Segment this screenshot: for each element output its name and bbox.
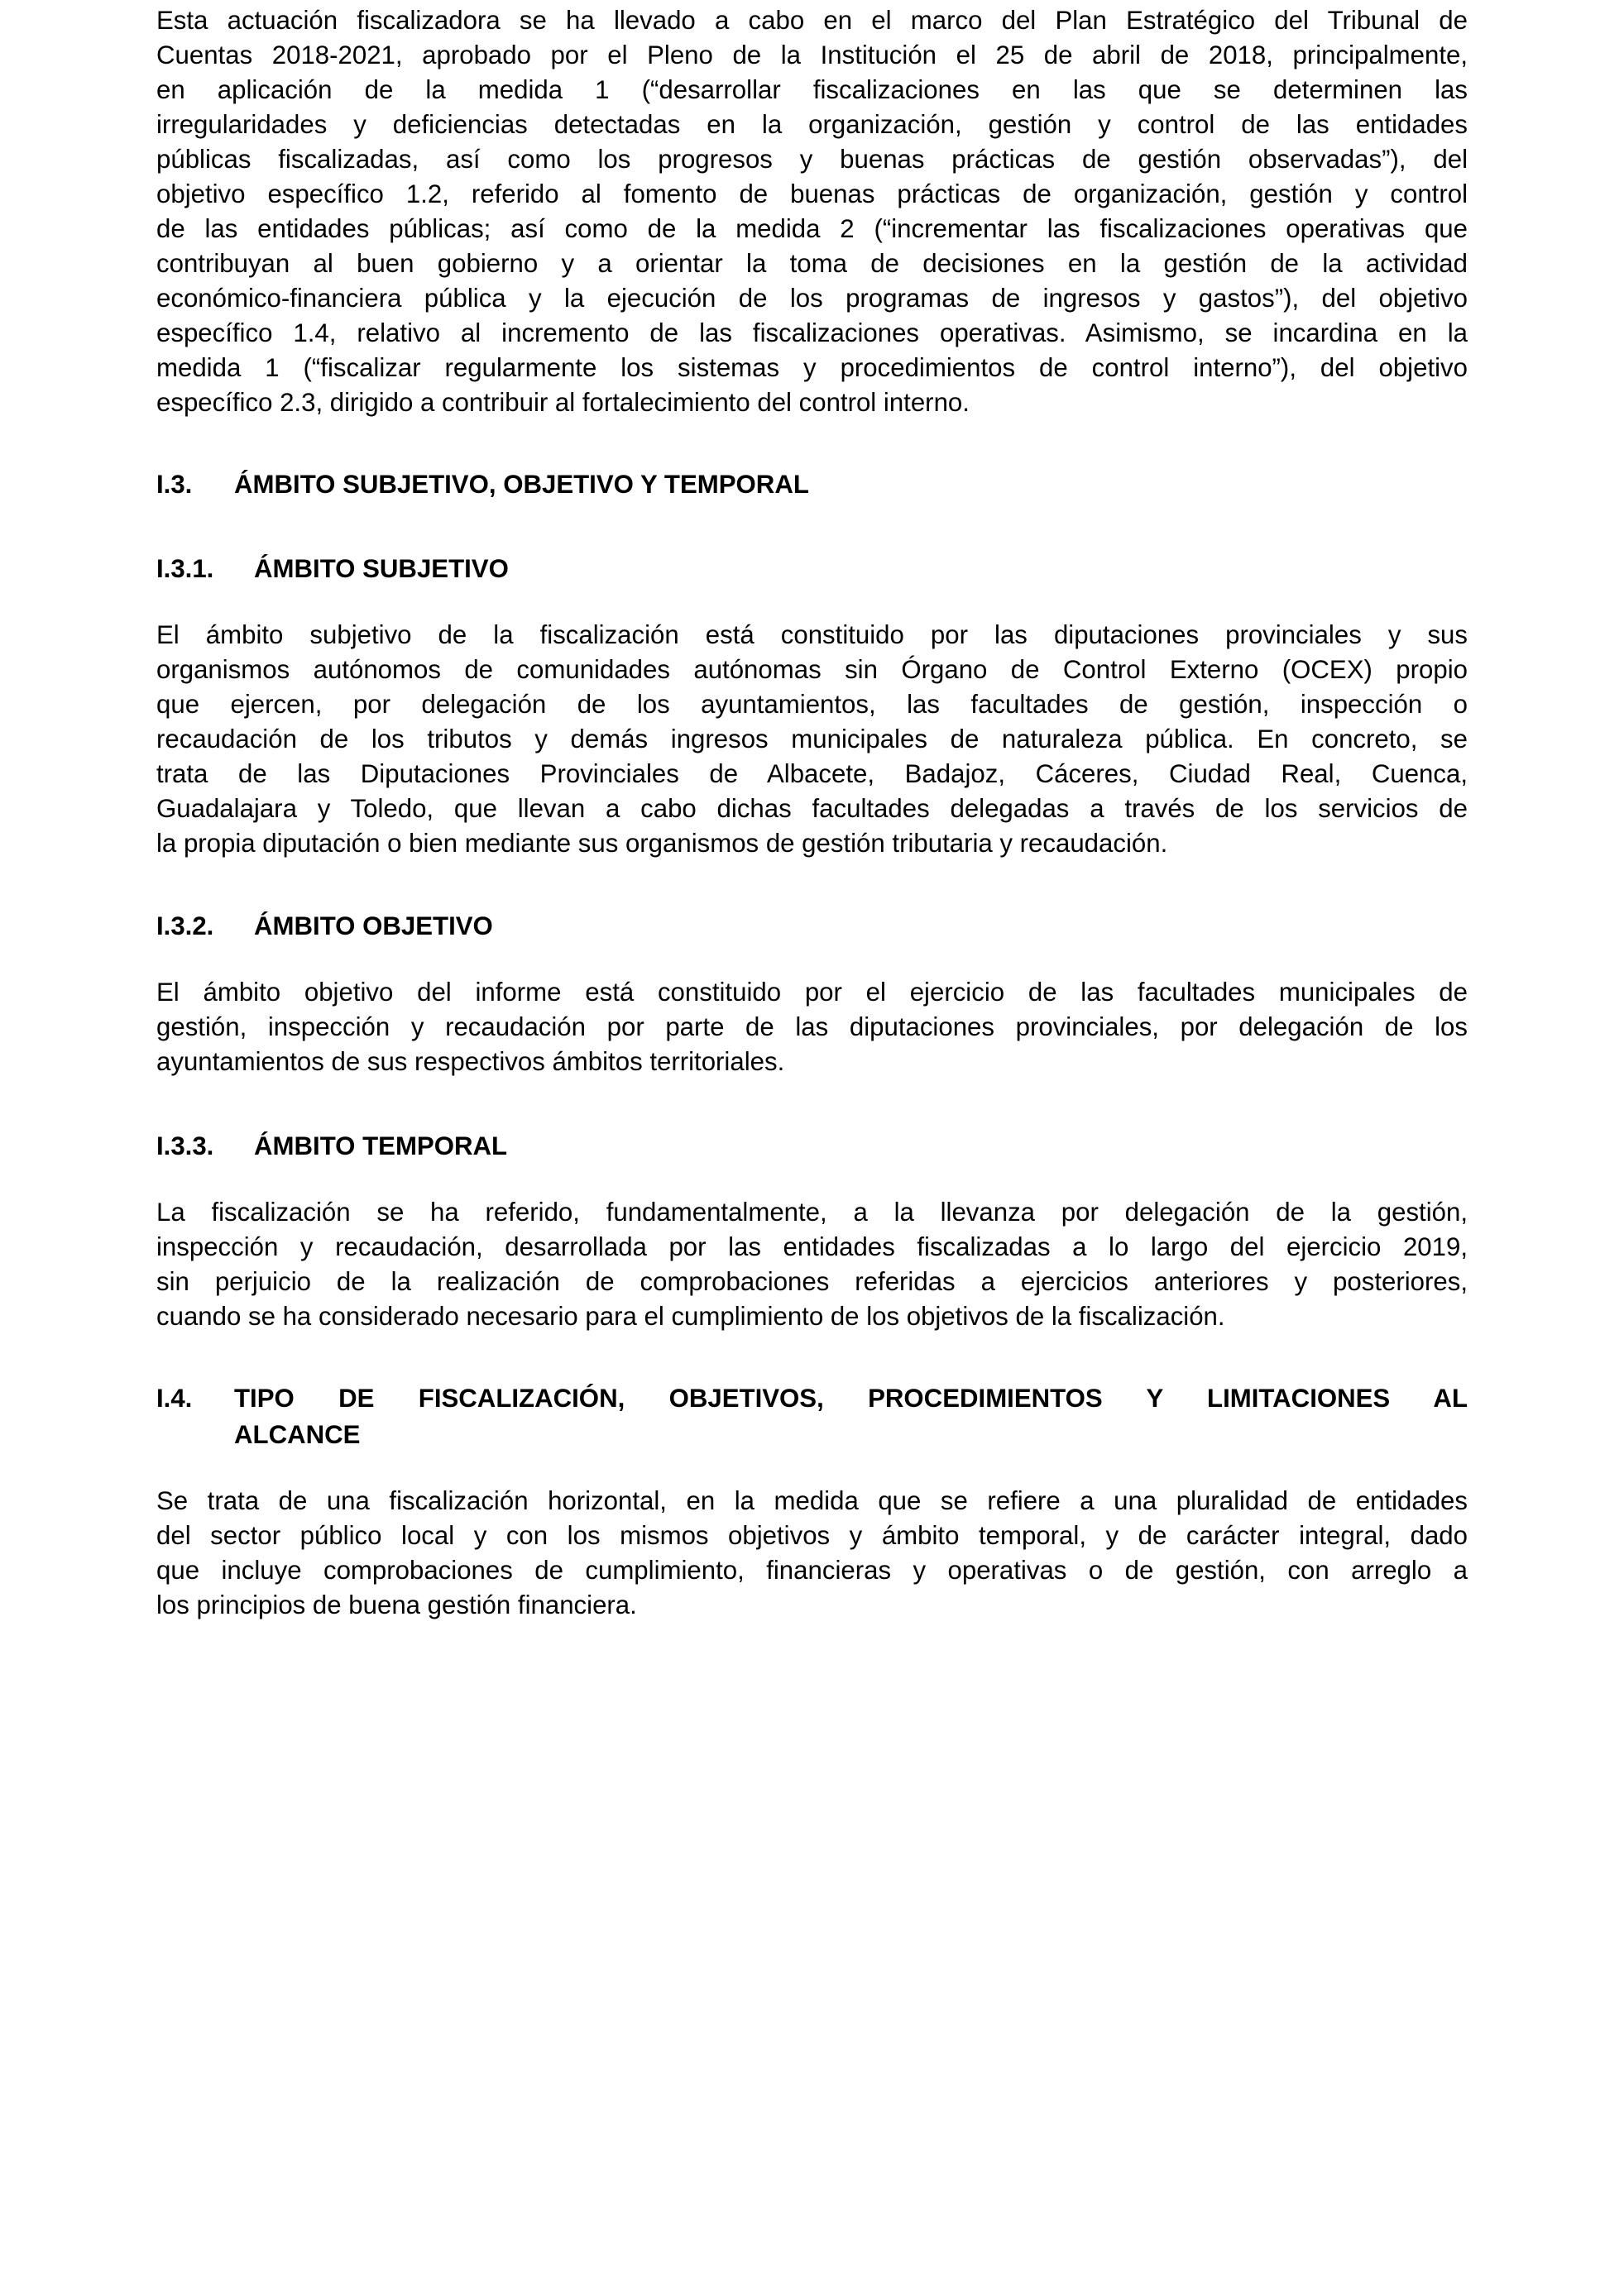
text-line: específico 1.4, relativo al incremento de las fiscalizaciones operativas. Asimismo, se incardina en la (156, 318, 1468, 347)
heading-title-line: ÁMBITO SUBJETIVO (254, 554, 509, 583)
text-line: cuando se ha considerado necesario para el cumplimiento de los objetivos de la fiscalización. (156, 1302, 1225, 1331)
text-line: la propia diputación o bien mediante sus organismos de gestión tributaria y recaudación. (156, 829, 1168, 858)
text-line: en aplicación de la medida 1 (“desarrollar fiscalizaciones en las que se determinen las (156, 75, 1468, 104)
heading-title (254, 908, 1468, 945)
paragraph-ambito-subjetivo (156, 618, 1468, 861)
text-line: del sector público local y con los mismos objetivos y ámbito temporal, y de carácter integral, dado (156, 1521, 1468, 1550)
heading-number: I.4. (156, 1384, 193, 1413)
text-line: recaudación de los tributos y demás ingresos municipales de naturaleza pública. En concreto, se (156, 725, 1468, 753)
text-line: de las entidades públicas; así como de la medida 2 (“incrementar las fiscalizaciones operativas que (156, 214, 1468, 243)
heading-title-line: ÁMBITO OBJETIVO (254, 911, 493, 940)
text-line: públicas fiscalizadas, así como los progresos y buenas prácticas de gestión observadas”), del (156, 145, 1468, 174)
text-line: organismos autónomos de comunidades autónomas sin Órgano de Control Externo (OCEX) propio (156, 655, 1468, 684)
paragraph-plan-estrategico (156, 3, 1468, 420)
text-line: gestión, inspección y recaudación por parte de las diputaciones provinciales, por delegación de los (156, 1012, 1468, 1041)
paragraph-ambito-objetivo (156, 975, 1468, 1079)
heading-number: I.3.1. (156, 554, 214, 583)
text-line: inspección y recaudación, desarrollada por las entidades fiscalizadas a lo largo del ejercicio 2019, (156, 1232, 1468, 1261)
text-line: económico-financiera pública y la ejecución de los programas de ingresos y gastos”), del objetivo (156, 284, 1468, 313)
text-line: trata de las Diputaciones Provinciales de Albacete, Badajoz, Cáceres, Ciudad Real, Cuenca, (156, 759, 1468, 788)
text-line: Esta actuación fiscalizadora se ha llevado a cabo en el marco del Plan Estratégico del Tribunal de (156, 6, 1468, 35)
text-line: los principios de buena gestión financiera. (156, 1590, 637, 1619)
paragraph-ambito-temporal (156, 1195, 1468, 1334)
heading-number: I.3.2. (156, 911, 214, 940)
text-line: El ámbito subjetivo de la fiscalización está constituido por las diputaciones provinciales y sus (156, 620, 1468, 649)
heading-number: I.3. (156, 470, 193, 499)
heading-number: I.3.3. (156, 1131, 214, 1160)
text-line: La fiscalización se ha referido, fundamentalmente, a la llevanza por delegación de la gestión, (156, 1198, 1468, 1227)
heading-title-line: ÁMBITO TEMPORAL (254, 1131, 508, 1160)
text-line: que ejercen, por delegación de los ayuntamientos, las facultades de gestión, inspección o (156, 690, 1468, 719)
text-line: medida 1 (“fiscalizar regularmente los sistemas y procedimientos de control interno”), del objetivo (156, 353, 1468, 382)
text-line: que incluye comprobaciones de cumplimiento, financieras y operativas o de gestión, con arreglo a (156, 1556, 1468, 1585)
text-line: contribuyan al buen gobierno y a orientar la toma de decisiones en la gestión de la actividad (156, 249, 1468, 278)
text-line: irregularidades y deficiencias detectadas en la organización, gestión y control de las entidades (156, 110, 1468, 139)
heading-title-line: ÁMBITO SUBJETIVO, OBJETIVO Y TEMPORAL (234, 470, 809, 499)
text-line: sin perjuicio de la realización de comprobaciones referidas a ejercicios anteriores y posteriores, (156, 1267, 1468, 1296)
heading-title (234, 1380, 1468, 1453)
text-line: El ámbito objetivo del informe está constituido por el ejercicio de las facultades municipales de (156, 978, 1468, 1007)
heading-title (234, 466, 1468, 503)
text-line: Guadalajara y Toledo, que llevan a cabo dichas facultades delegadas a través de los servicios de (156, 794, 1468, 823)
text-line: específico 2.3, dirigido a contribuir al fortalecimiento del control interno. (156, 388, 970, 417)
heading-title-line: TIPO DE FISCALIZACIÓN, OBJETIVOS, PROCEDIMIENTOS Y LIMITACIONES AL (234, 1384, 1468, 1413)
text-line: ayuntamientos de sus respectivos ámbitos territoriales. (156, 1047, 785, 1076)
heading-title (254, 551, 1468, 587)
paragraph-tipo-fiscalizacion (156, 1484, 1468, 1623)
text-line: objetivo específico 1.2, referido al fomento de buenas prácticas de organización, gestión y control (156, 179, 1468, 208)
heading-title (254, 1128, 1468, 1165)
text-line: Cuentas 2018-2021, aprobado por el Pleno de la Institución el 25 de abril de 2018, principalmente, (156, 41, 1468, 69)
text-line: Se trata de una fiscalización horizontal, en la medida que se refiere a una pluralidad de entidades (156, 1486, 1468, 1515)
heading-title-line: ALCANCE (234, 1420, 361, 1449)
